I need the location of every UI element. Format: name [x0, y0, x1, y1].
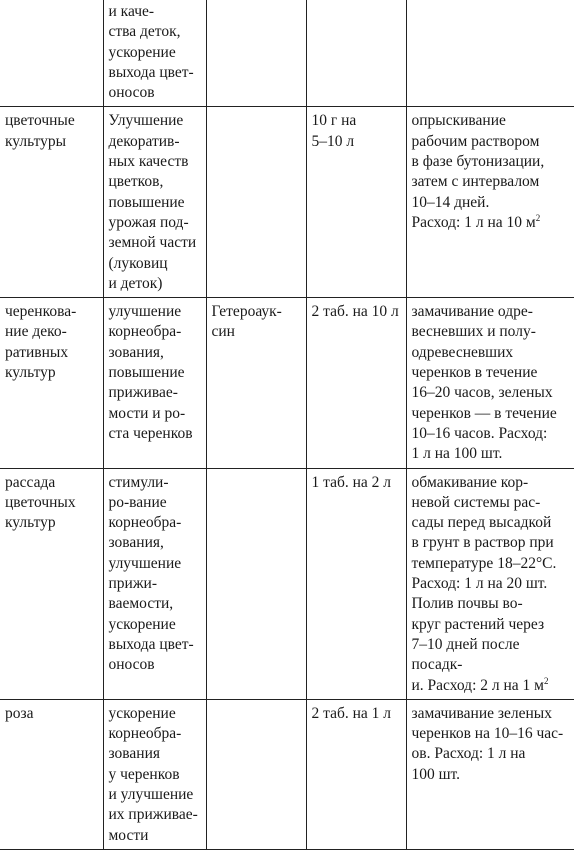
method-cell [406, 0, 574, 107]
dose-cell: 2 таб. на 1 л [306, 699, 406, 849]
preparation-cell [206, 107, 306, 298]
table-row [0, 298, 574, 468]
method-cell [406, 468, 574, 699]
dose-cell: 1 таб. на 2 л [306, 468, 406, 699]
purpose-cell: улучшение корнеобра- зования, повышение приживае- мости и ро- ста черенков [103, 298, 206, 468]
preparation-cell [206, 699, 306, 849]
purpose-cell: и каче- ства деток, ускорение выхода цвет- оносов [103, 0, 206, 107]
table-row [0, 107, 574, 298]
culture-cell: рассада цветочных культур [0, 468, 103, 699]
table-row [0, 699, 574, 849]
method-cell: замачивание одре- весневших и полу- одревесневших черенков в течение 16–20 часов, зеленых черенков — в течение 10–16 часов. Расход: 1 л на 100 шт. [406, 298, 574, 468]
method-text: обмакивание кор- невой системы рас- сады перед высадкой в грунт в раствор при температуре 18–22°С. Расход: 1 л на 20 шт. Полив почвы во- круг растений через 7–10 дней после посадк- и. Расход: 2 л на 1 м [411, 473, 557, 694]
superscript-2: 2 [535, 212, 541, 223]
method-cell: замачивание зеленых черенков на 10–16 час- ов. Расход: 1 л на 100 шт. [406, 699, 574, 849]
preparation-cell [206, 0, 306, 107]
purpose-cell: Улучшение декоратив- ных качеств цветков, повышение урожая под- земной части (луковиц и деток) [103, 107, 206, 298]
culture-cell [0, 0, 103, 107]
superscript-2: 2 [543, 675, 549, 686]
culture-cell: роза [0, 699, 103, 849]
purpose-cell: стимули- ро-вание корнеобра- зования, улучшение прижи- ваемости, ускорение выхода цвет- оносов [103, 468, 206, 699]
method-text: опрыскивание рабочим раствором в фазе бутонизации, затем с интервалом 10–14 дней. Расход: 1 л на 10 м [411, 112, 545, 231]
culture-cell: черенкова- ние деко- ративных культур [0, 298, 103, 468]
preparation-cell [206, 468, 306, 699]
culture-cell: цветочные культуры [0, 107, 103, 298]
dose-cell [306, 0, 406, 107]
table-row [0, 0, 574, 107]
table-row [0, 468, 574, 699]
method-cell [406, 107, 574, 298]
preparation-cell: Гетероаук- син [206, 298, 306, 468]
purpose-cell: ускорение корнеобра- зования у черенков и улучшение их приживае- мости [103, 699, 206, 849]
dose-cell: 10 г на 5–10 л [306, 107, 406, 298]
dose-cell: 2 таб. на 10 л [306, 298, 406, 468]
